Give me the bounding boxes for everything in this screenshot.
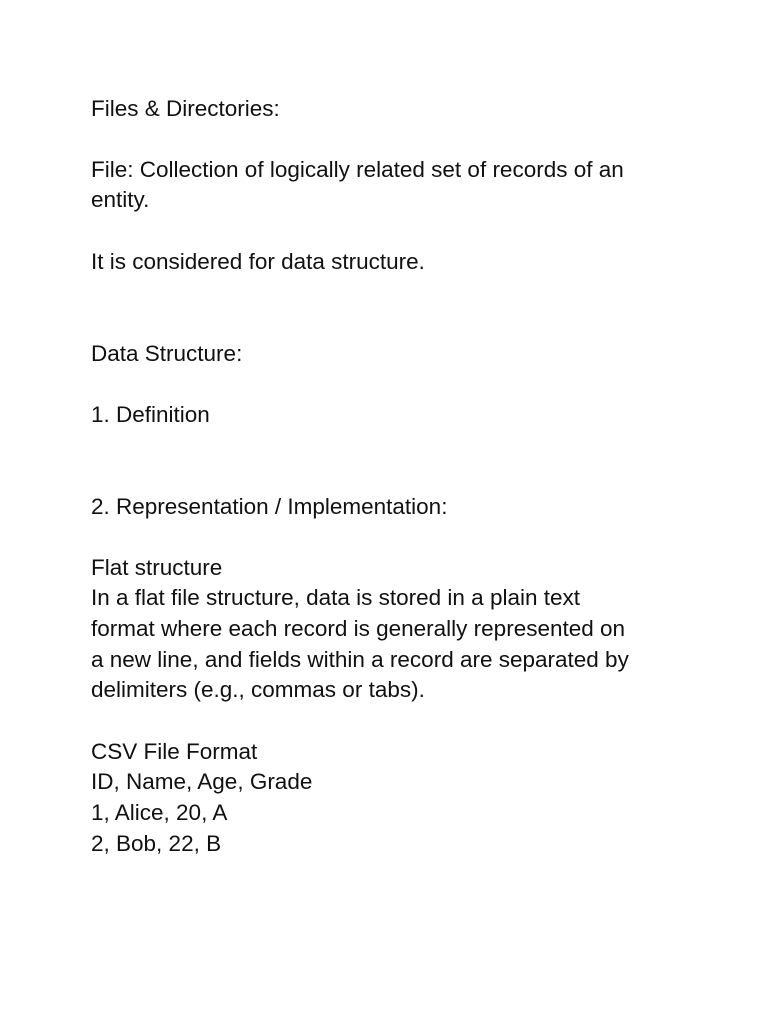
flat-description-line-3: a new line, and fields within a record are separated by bbox=[91, 647, 629, 672]
list-item-definition: 1. Definition bbox=[91, 402, 210, 427]
flat-description-line-2: format where each record is generally represented on bbox=[91, 616, 626, 641]
flat-description-line-4: delimiters (e.g., commas or tabs). bbox=[91, 677, 425, 702]
file-definition-line-2: entity. bbox=[91, 187, 150, 212]
csv-data-row-2: 2, Bob, 22, B bbox=[91, 831, 222, 856]
list-item-representation: 2. Representation / Implementation: bbox=[91, 494, 448, 519]
csv-data-row-1: 1, Alice, 20, A bbox=[91, 800, 228, 825]
heading-files-directories: Files & Directories: bbox=[91, 96, 280, 121]
file-definition-line-1: File: Collection of logically related set of records of an bbox=[91, 157, 624, 182]
csv-header-row: ID, Name, Age, Grade bbox=[91, 769, 313, 794]
flat-description-line-1: In a flat file structure, data is stored in a plain text bbox=[91, 585, 581, 610]
heading-flat-structure: Flat structure bbox=[91, 555, 223, 580]
heading-data-structure: Data Structure: bbox=[91, 341, 243, 366]
heading-csv-format: CSV File Format bbox=[91, 739, 258, 764]
document-text-area bbox=[91, 0, 731, 856]
considered-text: It is considered for data structure. bbox=[91, 249, 425, 274]
